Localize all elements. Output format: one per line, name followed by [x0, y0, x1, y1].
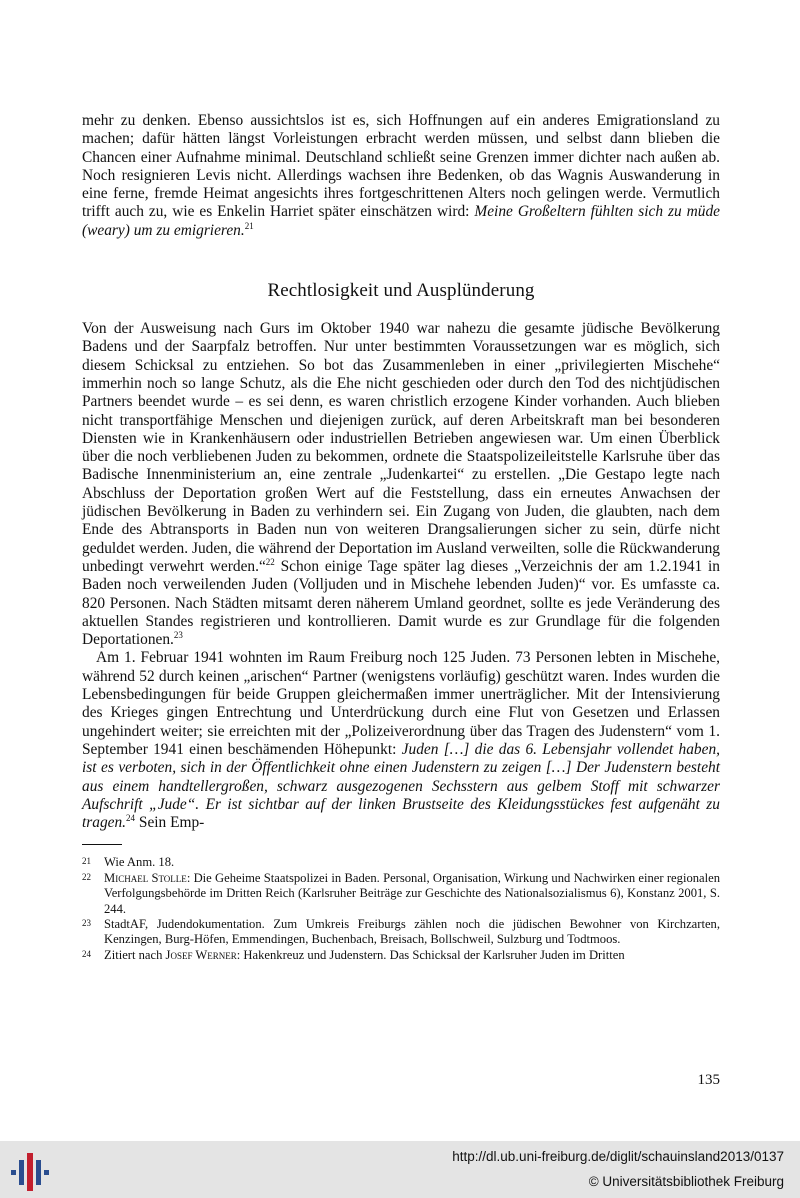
- footnote-ref[interactable]: 22: [265, 556, 275, 567]
- page-number: 135: [697, 1072, 720, 1088]
- footnote-body: : Hakenkreuz und Judenstern. Das Schicksal der Karlsruher Juden im Dritten: [236, 947, 625, 962]
- footnote-ref[interactable]: 23: [173, 630, 183, 641]
- section-heading: Rechtlosigkeit und Ausplünderung: [267, 280, 535, 302]
- footnote-text: Wie Anm. 18.: [104, 855, 175, 870]
- paragraph-2: [82, 320, 720, 649]
- copyright-text: © Universitätsbibliothek Freiburg: [588, 1174, 784, 1189]
- text-run: Am 1. Februar 1941 wohnten im Raum Freiburg noch 125 Juden. 73 Personen lebten in Mischehe, während 52 durch keinen „arischen“ Partner (wenigstens vorläufig) geschützt waren. Indes wurden die Lebensbedingungen für beide Gruppen gleichermaßen immer unerträglicher. Mit der Intensivierung des Krieges gingen Entrechtung und Unterdrückung durch eine Flut von Gesetzen und Erlassen ungehindert weiter; sie erreichten mit der „Polizeiverordnung über das Tragen des Judenstern“ vom 1. September 1941 einen beschämenden Höhepunkt:: [82, 649, 720, 758]
- footnote-text: [104, 948, 720, 963]
- footnote-number: 22: [82, 871, 91, 882]
- footnote-number: 21: [82, 856, 91, 867]
- footnote-number: 23: [82, 918, 91, 929]
- footnote-ref[interactable]: 21: [244, 220, 254, 231]
- footnote-author: Michael Stolle: [104, 870, 187, 885]
- quote-italic: Juden […] die das 6. Lebensjahr vollendet haben, ist es verboten, sich in der Öffentlichkeit ohne einen Judenstern zu zeigen […] Der Judenstern besteht aus einem handtellergroßen, schwarz ausgezogenen Sechsstern aus gelbem Stoff mit schwarzer Aufschrift „Jude“. Er ist sichtbar auf der linken Brustseite des Kleidungsstückes fest aufgenäht zu tragen.: [82, 740, 720, 832]
- footnote: [82, 855, 720, 870]
- paragraph-3: [82, 649, 720, 832]
- source-url-link[interactable]: http://dl.ub.uni-freiburg.de/diglit/schauinsland2013/0137: [452, 1149, 784, 1164]
- footnote-ref[interactable]: 24: [126, 813, 136, 824]
- footer-bar: [0, 1141, 800, 1198]
- footnote: [82, 917, 720, 948]
- text-run: Sein Emp-: [135, 814, 205, 832]
- text-run: Von der Ausweisung nach Gurs im Oktober 1940 war nahezu die gesamte jüdische Bevölkerung Badens und der Saarpfalz betroffen. Nur unter bestimmten Voraussetzungen war es möglich, sich diesem Schicksal zu entziehen. So bot das Zusammenleben in einer „privilegierten Mischehe“ immerhin noch so lange Schutz, als die Ehe nicht geschieden oder durch den Tod des nichtjüdischen Partners beendet wurde – es sei denn, es waren christlich erzogene Kinder vorhanden. Auch blieben nicht transportfähige Menschen und diejenigen zurück, auf deren Arbeitskraft man bei besonderen Diensten wie in Krankenhäusern oder industriellen Betrieben angewiesen war. Um einen Überblick über die noch verbliebenen Juden zu bekommen, ordnete die Staatspolizeileitstelle Karlsruhe über das Badische Innenministerium an, eine zentrale „Judenkartei“ zu erstellen. „Die Gestapo legte nach Abschluss der Deportation großen Wert auf die Feststellung, dass ein erneutes Anwachsen der jüdischen Bevölkerung in Baden zu verhindern sei. Ein Zugang von Juden, die glaubten, nach dem Ende des Abtransports in Baden nun von weiteren Drangsalierungen sicher zu sein, dürfe nicht geduldet werden. Juden, die während der Deportation im Ausland verweilten, solle die Rückwanderung unbedingt verwehrt werden.“: [82, 320, 720, 575]
- quote-italic: Meine Großeltern fühlten sich zu müde (weary) um zu emigrieren.: [82, 203, 721, 239]
- footnote-prefix: Zitiert nach: [104, 947, 166, 962]
- text-run: Schon einige Tage später lag dieses „Verzeichnis der am 1.2.1941 in Baden noch verweilenden Juden (Volljuden und in Mischehe lebenden Juden)“ vor. Es umfasste ca. 820 Personen. Nach Städten mitsamt deren näherem Umland geordnet, sollte es jede Veränderung des aktuellen Standes registrieren und kontrollieren. Damit wurde es zur Grundlage für die folgenden Deportationen.: [82, 557, 720, 649]
- footnote-text: [104, 871, 720, 917]
- text-run: mehr zu denken. Ebenso aussichtslos ist es, sich Hoffnungen auf ein anderes Emigrationsland zu machen; dafür hätten längst Vorleistungen erbracht werden müssen, und selbst dann blieben die Chancen einer Aufnahme minimal. Deutschland schließt seine Grenzen immer dichter nach außen ab. Noch resignieren Levis nicht. Allerdings wachsen ihre Bedenken, ob das Wagnis Auswanderung in eine ferne, fremde Heimat angesichts ihres fortgeschrittenen Alters noch gelingen werde. Vermutlich trifft auch zu, wie es Enkelin Harriet später einschätzen wird:: [82, 112, 720, 221]
- footnote: [82, 871, 720, 917]
- footnote-divider: [82, 844, 122, 845]
- footnote-author: Josef Werner: [165, 947, 237, 962]
- footnote-body: : Die Geheime Staatspolizei in Baden. Personal, Organisation, Wirkung und Nachwirken einer regionalen Verfolgungsbehörde im Dritten Reich (Karlsruher Beiträge zur Geschichte des Nationalsozialismus 6), Konstanz 2001, S. 244.: [104, 870, 721, 916]
- footnote-text: StadtAF, Judendokumentation. Zum Umkreis Freiburgs zählen noch die jüdischen Bewohner von Kirchzarten, Kenzingen, Burg-Höfen, Emmendingen, Buchenbach, Breisach, Bollschweil, Sulzburg und Todtmoos.: [104, 917, 720, 947]
- footnote: [82, 948, 720, 963]
- page-content: [82, 112, 720, 963]
- ub-freiburg-logo-icon[interactable]: [8, 1150, 52, 1194]
- footnote-number: 24: [82, 948, 91, 959]
- paragraph-1: [82, 112, 720, 240]
